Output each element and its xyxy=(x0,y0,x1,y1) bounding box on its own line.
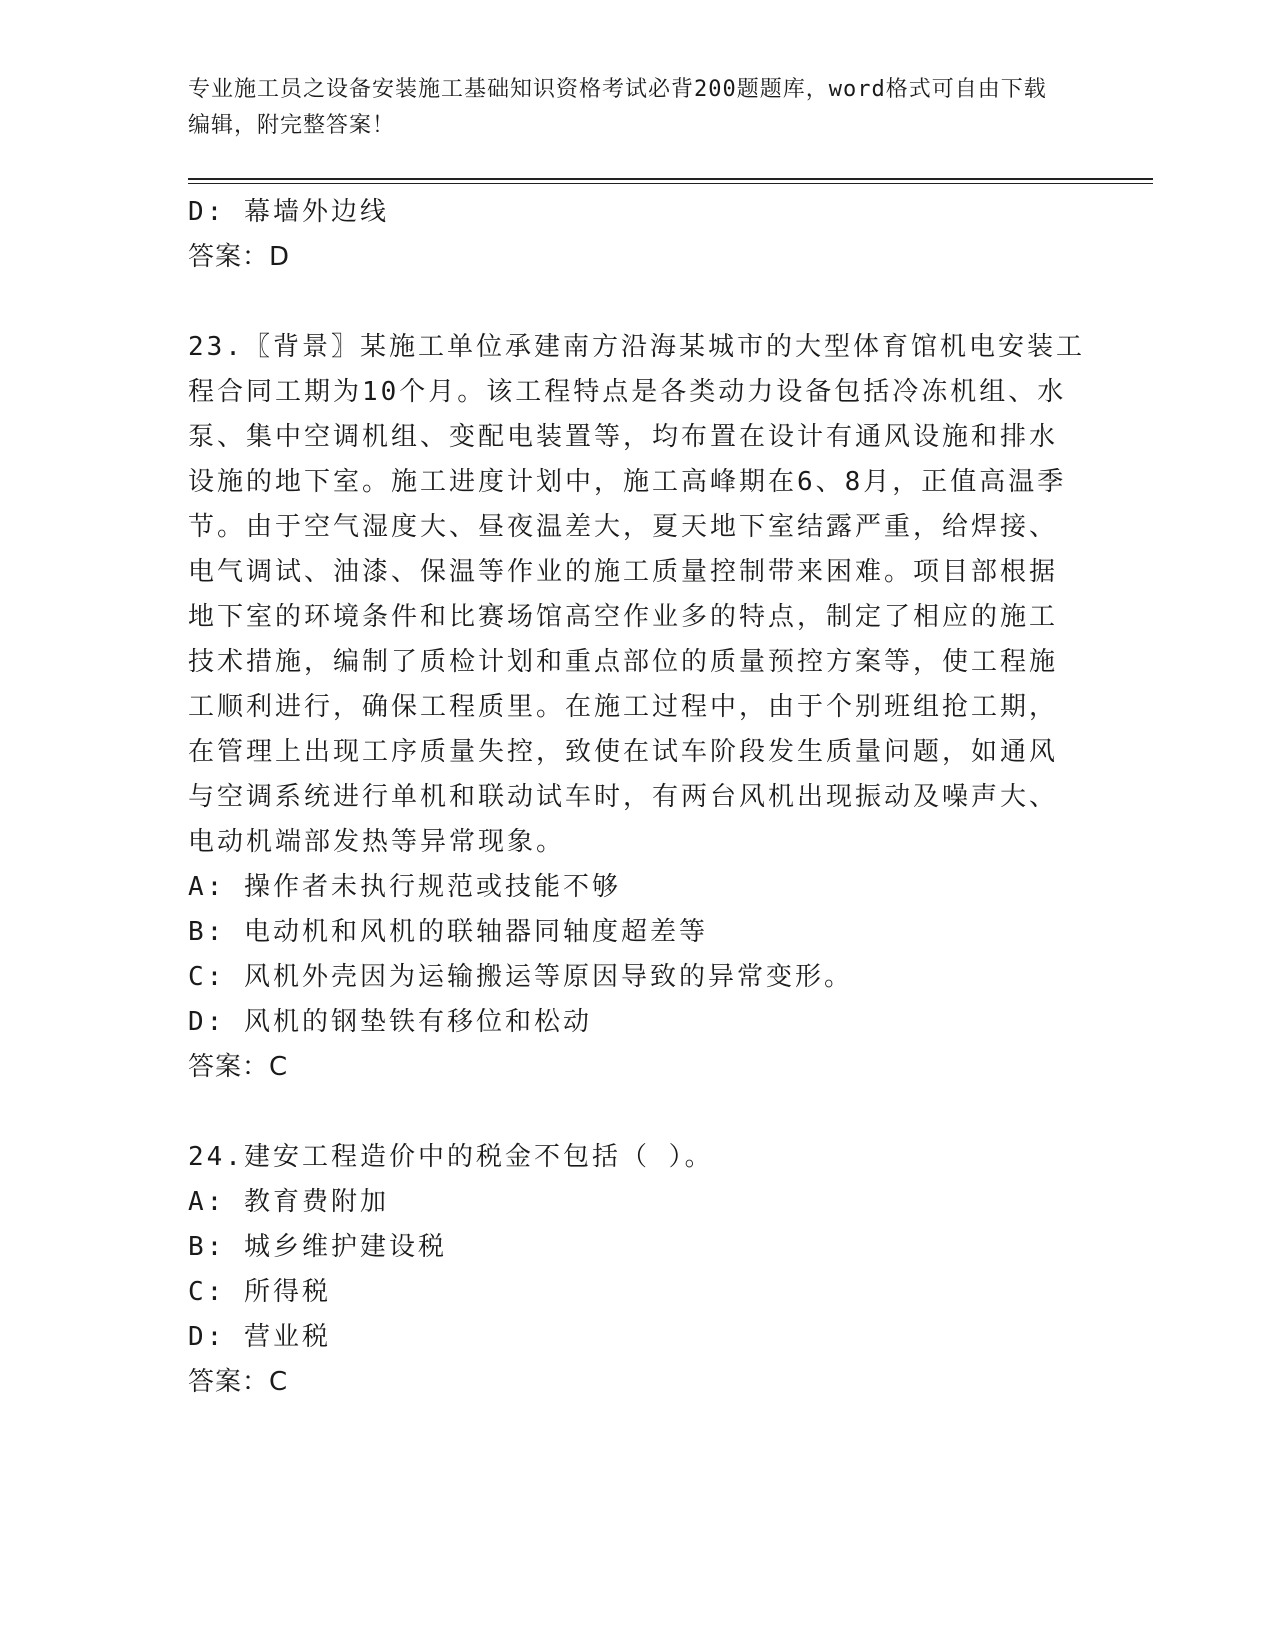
spacer xyxy=(188,280,1068,325)
q24-option-d: D: 营业税 xyxy=(188,1322,331,1352)
q23-line-8: 技术措施，编制了质检计划和重点部位的质量预控方案等，使工程施 xyxy=(188,647,1059,677)
header-divider-thick xyxy=(188,178,1153,180)
q24-option-b: B: 城乡维护建设税 xyxy=(188,1232,447,1262)
q23-option-c: C: 风机外壳因为运输搬运等原因导致的异常变形。 xyxy=(188,962,853,992)
header-title: 专业施工员之设备安装施工基础知识资格考试必背200题题库，word格式可自由下载编辑，附完整答案！ xyxy=(188,77,1047,138)
q23-line-3: 泵、集中空调机组、变配电装置等，均布置在设计有通风设施和排水 xyxy=(188,422,1059,452)
q23-line-1: 23.〖背景〗某施工单位承建南方沿海某城市的大型体育馆机电安装工 xyxy=(188,332,1085,362)
q23-line-7: 地下室的环境条件和比赛场馆高空作业多的特点，制定了相应的施工 xyxy=(188,602,1059,632)
q23-line-10: 在管理上出现工序质量失控，致使在试车阶段发生质量问题，如通风 xyxy=(188,737,1059,767)
q23-line-11: 与空调系统进行单机和联动试车时，有两台风机出现振动及噪声大、 xyxy=(188,782,1059,812)
header-divider-thin xyxy=(188,183,1153,184)
q24-option-c: C: 所得税 xyxy=(188,1277,331,1307)
prev-option-d: D: 幕墙外边线 xyxy=(188,197,389,227)
q23-line-4: 设施的地下室。施工进度计划中，施工高峰期在6、8月，正值高温季 xyxy=(188,467,1067,497)
q23-option-a: A: 操作者未执行规范或技能不够 xyxy=(188,872,621,902)
q23-option-d: D: 风机的钢垫铁有移位和松动 xyxy=(188,1007,592,1037)
prev-answer: 答案：D xyxy=(188,242,291,272)
q24-answer: 答案：C xyxy=(188,1367,289,1397)
q23-answer: 答案：C xyxy=(188,1052,289,1082)
q24-stem: 24.建安工程造价中的税金不包括（ ）。 xyxy=(188,1142,714,1172)
q23-line-6: 电气调试、油漆、保温等作业的施工质量控制带来困难。项目部根据 xyxy=(188,557,1059,587)
document-header xyxy=(188,72,1068,144)
q23-line-12: 电动机端部发热等异常现象。 xyxy=(188,827,566,857)
q23-line-2: 程合同工期为10个月。该工程特点是各类动力设备包括冷冻机组、水 xyxy=(188,377,1067,407)
q24-option-a: A: 教育费附加 xyxy=(188,1187,389,1217)
document-body xyxy=(188,190,1085,1405)
q23-line-5: 节。由于空气湿度大、昼夜温差大，夏天地下室结露严重，给焊接、 xyxy=(188,512,1059,542)
spacer xyxy=(188,1090,1068,1135)
q23-option-b: B: 电动机和风机的联轴器同轴度超差等 xyxy=(188,917,708,947)
q23-line-9: 工顺利进行，确保工程质里。在施工过程中，由于个别班组抢工期， xyxy=(188,692,1059,722)
question-23 xyxy=(188,325,1085,865)
